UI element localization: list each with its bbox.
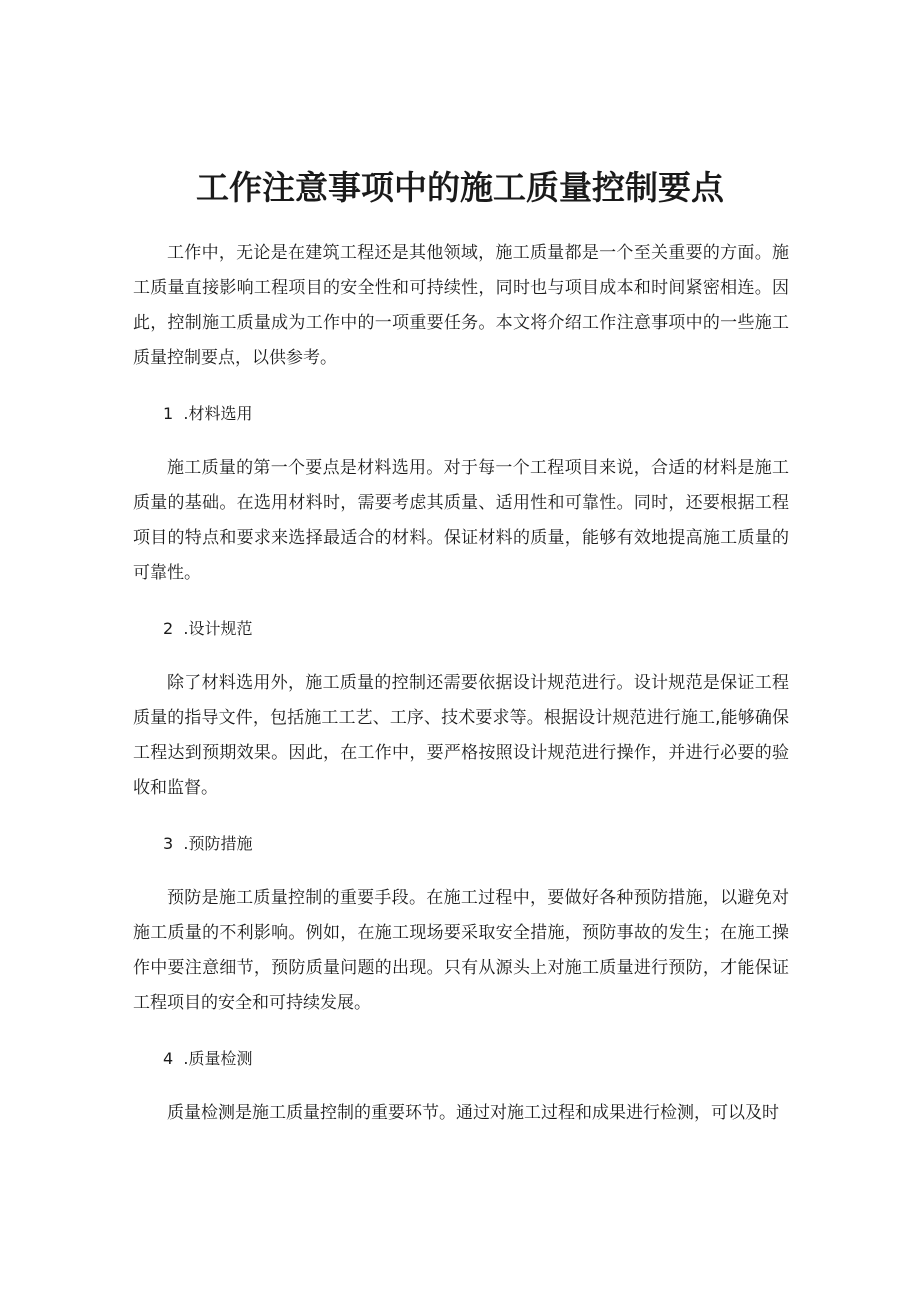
document-body	[133, 236, 789, 1131]
section-body-2: 除了材料选用外，施工质量的控制还需要依据设计规范进行。设计规范是保证工程质量的指导文件，包括施工工艺、工序、技术要求等。根据设计规范进行施工,能够确保工程达到预期效果。因此，在工作中，要严格按照设计规范进行操作，并进行必要的验收和监督。	[133, 673, 789, 798]
section-heading-3: 3 .预防措施	[163, 834, 253, 853]
section-heading-4: 4 .质量检测	[163, 1049, 253, 1068]
section-heading-1: 1 .材料选用	[163, 404, 253, 423]
section-heading-2: 2 .设计规范	[163, 619, 253, 638]
section-body-1: 施工质量的第一个要点是材料选用。对于每一个工程项目来说，合适的材料是施工质量的基础。在选用材料时，需要考虑其质量、适用性和可靠性。同时，还要根据工程项目的特点和要求来选择最适合的材料。保证材料的质量，能够有效地提高施工质量的可靠性。	[133, 458, 789, 583]
section-body-3: 预防是施工质量控制的重要手段。在施工过程中，要做好各种预防措施，以避免对施工质量的不利影响。例如，在施工现场要采取安全措施，预防事故的发生；在施工操作中要注意细节，预防质量问题的出现。只有从源头上对施工质量进行预防，才能保证工程项目的安全和可持续发展。	[133, 888, 789, 1013]
intro-paragraph: 工作中，无论是在建筑工程还是其他领域，施工质量都是一个至关重要的方面。施工质量直接影响工程项目的安全性和可持续性，同时也与项目成本和时间紧密相连。因此，控制施工质量成为工作中的一项重要任务。本文将介绍工作注意事项中的一些施工质量控制要点，以供参考。	[133, 243, 789, 368]
document-title: 工作注意事项中的施工质量控制要点	[196, 168, 724, 207]
section-body-4: 质量检测是施工质量控制的重要环节。通过对施工过程和成果进行检测，可以及时	[167, 1103, 779, 1123]
